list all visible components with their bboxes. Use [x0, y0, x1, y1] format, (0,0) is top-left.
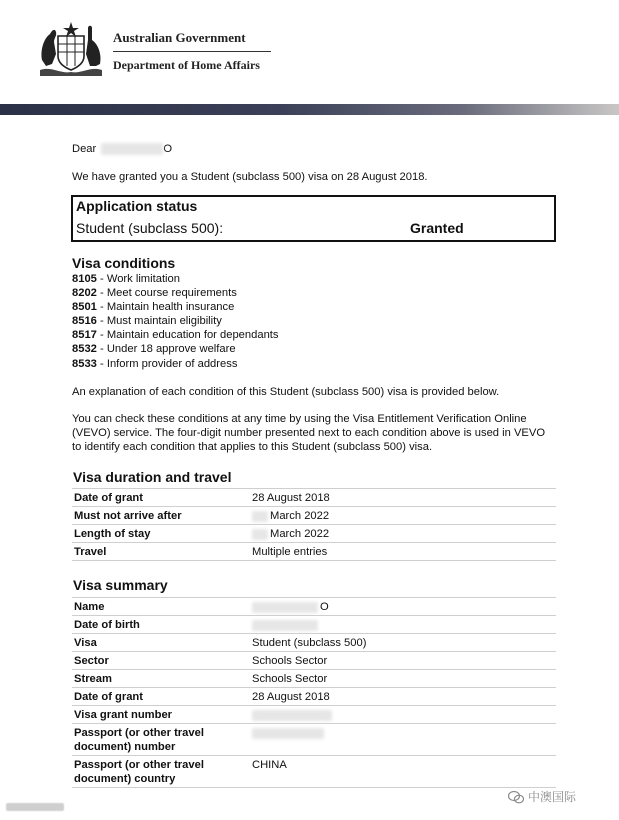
table-row: [72, 543, 556, 561]
wechat-icon: [508, 790, 524, 804]
row-value: March 2022: [252, 509, 329, 523]
condition-item: 8202 - Meet course requirements: [72, 287, 237, 300]
row-value: Multiple entries: [252, 546, 328, 558]
watermark-text: 中澳国际: [528, 790, 577, 804]
watermark-left: [6, 801, 66, 816]
explanation-paragraph: An explanation of each condition of this Student (subclass 500) visa is provided below.: [72, 386, 500, 398]
condition-item: 8517 - Maintain education for dependants: [72, 329, 279, 342]
table-row: [72, 525, 556, 543]
duration-table: [72, 488, 556, 561]
coat-of-arms-icon: [36, 20, 106, 78]
condition-item: 8501 - Maintain health insurance: [72, 301, 235, 314]
grant-sentence: We have granted you a Student (subclass 500) visa on 28 August 2018.: [72, 171, 428, 183]
condition-item: 8516 - Must maintain eligibility: [72, 315, 222, 328]
salutation-text: Dear: [72, 143, 97, 155]
duration-heading: Visa duration and travel: [73, 469, 232, 485]
summary-heading: Visa summary: [73, 577, 168, 593]
row-key: Visa: [74, 637, 97, 649]
redacted-birthdate: [252, 620, 318, 631]
row-key: Date of grant: [74, 691, 143, 703]
row-key: Passport (or other travel document) number: [74, 727, 204, 753]
row-value: [252, 618, 320, 632]
row-key: Passport (or other travel document) country: [74, 759, 204, 785]
row-key: Must not arrive after: [74, 510, 182, 522]
table-row: [72, 724, 556, 756]
government-title: [113, 30, 273, 73]
salutation: [72, 142, 172, 156]
row-value: Schools Sector: [252, 655, 328, 667]
row-value: [252, 708, 334, 722]
table-row: [72, 652, 556, 670]
row-key: Travel: [74, 546, 107, 558]
condition-item: 8105 - Work limitation: [72, 273, 180, 285]
row-key: Visa grant number: [74, 709, 173, 721]
letter-header: [0, 0, 619, 104]
application-status-box: [71, 195, 556, 242]
summary-table: [72, 597, 556, 788]
status-label: Student (subclass 500):: [76, 220, 224, 236]
table-row: [72, 507, 556, 525]
table-row: [72, 756, 556, 788]
row-value: March 2022: [252, 527, 329, 541]
row-key: Date of birth: [74, 619, 140, 631]
row-key: Stream: [74, 673, 112, 685]
condition-item: 8533 - Inform provider of address: [72, 357, 238, 370]
table-row: [72, 598, 556, 616]
row-key: Name: [74, 601, 105, 613]
blurred-watermark-icon: [6, 801, 66, 813]
watermark-right: [508, 788, 576, 805]
row-value: Student (subclass 500): [252, 637, 367, 649]
redacted-day: [252, 511, 268, 522]
row-key: Date of grant: [74, 492, 143, 504]
row-value: Schools Sector: [252, 673, 328, 685]
status-value: Granted: [410, 220, 464, 236]
redacted-day: [252, 529, 268, 540]
table-row: [72, 670, 556, 688]
government-name: Australian Government: [113, 30, 246, 45]
department-name: Department of Home Affairs: [113, 58, 260, 72]
row-value: CHINA: [252, 759, 287, 771]
conditions-list: [72, 272, 279, 371]
table-row: [72, 616, 556, 634]
row-value: 28 August 2018: [252, 492, 330, 504]
redacted-grant-number: [252, 710, 332, 721]
row-key: Sector: [74, 655, 109, 667]
status-title: Application status: [76, 198, 198, 214]
redacted-name: [101, 143, 163, 155]
table-row: [72, 706, 556, 724]
row-value: 28 August 2018: [252, 691, 330, 703]
condition-item: 8532 - Under 18 approve welfare: [72, 343, 236, 356]
name-suffix: O: [163, 143, 173, 155]
conditions-heading: Visa conditions: [72, 255, 176, 271]
row-value: O: [252, 600, 329, 614]
row-value: [252, 726, 326, 740]
redacted-passport-number: [252, 728, 324, 739]
row-key: Length of stay: [74, 528, 151, 540]
header-band: [0, 104, 619, 115]
title-divider: [113, 51, 271, 52]
table-row: [72, 634, 556, 652]
table-row: [72, 688, 556, 706]
vevo-paragraph: You can check these conditions at any time by using the Visa Entitlement Verification Online (VEVO) service. The four-digit number presented next to each condition above is used in VEVO to identify each condition that applies to this Student (subclass 500) visa.: [72, 413, 546, 453]
table-row: [72, 489, 556, 507]
redacted-name: [252, 602, 318, 613]
